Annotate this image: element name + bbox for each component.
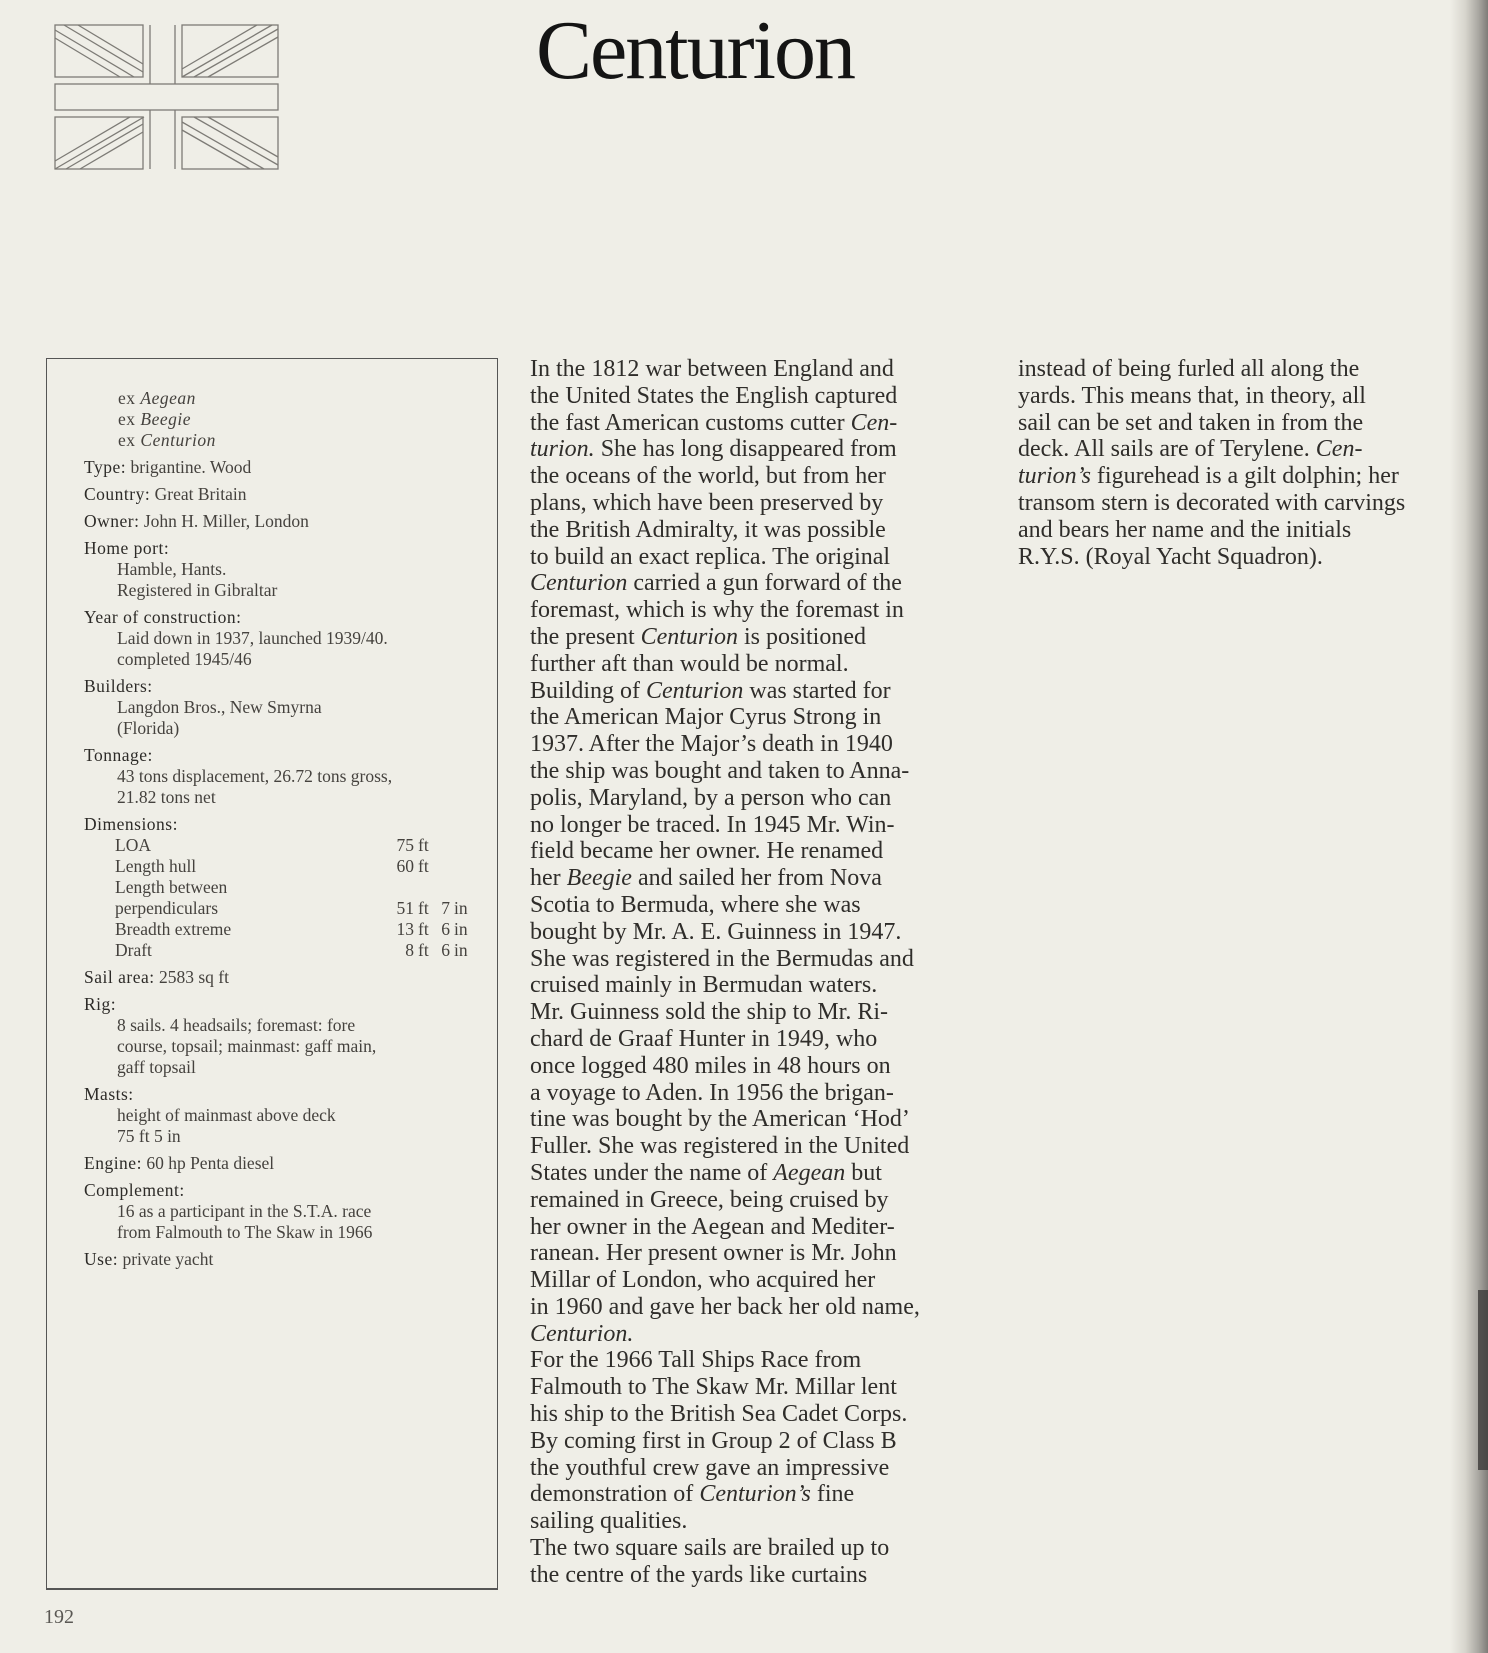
text-segment: Fuller. She was registered in the United: [530, 1133, 910, 1160]
spec-sheet: [84, 388, 484, 1270]
text-line: [530, 1214, 920, 1241]
type-field: Type: brigantine. Wood: [84, 457, 252, 477]
italic-ship-name: Cen-: [1315, 436, 1363, 463]
text-line: [530, 1535, 920, 1562]
page-title: Centurion: [536, 4, 854, 97]
text-segment: Building of: [530, 677, 647, 704]
text-segment: his ship to the British Sea Cadet Corps.: [530, 1401, 908, 1428]
dimension-v1: 13: [396, 919, 414, 939]
text-segment: She has long disappeared from: [594, 436, 897, 463]
text-segment: but: [845, 1159, 882, 1186]
text-segment: chard de Graaf Hunter in 1949, who: [530, 1025, 878, 1052]
text-segment: the fast American customs cutter: [530, 409, 851, 436]
text-segment: field became her owner. He renamed: [530, 838, 884, 865]
text-line: [1018, 410, 1405, 437]
text-segment: the United States the English captured: [530, 382, 898, 409]
text-line: [530, 544, 920, 571]
text-segment: The two square sails are brailed up to: [530, 1535, 890, 1562]
text-line: [530, 785, 920, 812]
italic-ship-name: Centurion: [640, 623, 738, 650]
text-segment: sailing qualities.: [530, 1508, 688, 1535]
dimension-u2: in: [454, 919, 468, 939]
text-line: [530, 1294, 920, 1321]
text-line: [530, 1267, 920, 1294]
text-segment: She was registered in the Bermudas and: [530, 945, 914, 972]
text-line: [530, 731, 920, 758]
dimension-name: Length between: [115, 877, 228, 897]
dimension-u1: ft: [418, 940, 429, 960]
dimension-row: [115, 835, 468, 856]
complement-field: Complement: 16 as a participant in the S.T.A. race from Falmouth to The Skaw in 1966: [84, 1180, 373, 1242]
italic-ship-name: Beegie: [566, 865, 632, 892]
text-segment: Mr. Guinness sold the ship to Mr. Ri-: [530, 999, 889, 1026]
dimension-v2: [430, 877, 450, 898]
text-segment: and sailed her from Nova: [631, 865, 882, 892]
text-line: [1018, 463, 1405, 490]
dimension-row: [115, 940, 468, 961]
text-line: [530, 356, 920, 383]
dimension-v2: [430, 835, 450, 856]
text-line: [530, 1455, 920, 1482]
dimension-v1: 60: [396, 856, 414, 876]
text-segment: her: [530, 865, 567, 892]
text-segment: carried a gun forward of the: [627, 570, 902, 597]
dimension-v1: 8: [405, 940, 414, 960]
italic-ship-name: turion.: [530, 436, 595, 463]
text-line: [530, 1347, 920, 1374]
text-segment: was started for: [743, 677, 891, 704]
dimension-u2: [450, 856, 468, 877]
italic-ship-name: Centurion: [530, 570, 628, 597]
text-line: [530, 436, 920, 463]
dimension-u2: [450, 877, 468, 898]
text-segment: the oceans of the world, but from her: [530, 463, 886, 490]
italic-ship-name: Aegean: [773, 1159, 846, 1186]
text-segment: her owner in the Aegean and Mediter-: [530, 1213, 895, 1240]
dimension-u2: in: [454, 898, 468, 918]
text-line: [530, 865, 920, 892]
dimension-u1: [414, 877, 430, 898]
text-line: [530, 1026, 920, 1053]
rig-field: Rig: 8 sails. 4 headsails; foremast: fore course, topsail; mainmast: gaff main, gaff topsail: [84, 994, 377, 1077]
dimension-v2: 7: [441, 898, 450, 918]
dimensions-field: Dimensions: LOA 75 ft Length hull 60 ft Length between perpendiculars 51 ft 7 in Breadth extreme 13 ft 6 in Draft 8 ft 6 in: [84, 814, 468, 960]
text-line: [530, 1508, 920, 1535]
text-segment: is positioned: [737, 623, 866, 650]
italic-ship-name: Centurion’s: [699, 1481, 811, 1508]
text-line: [530, 1374, 920, 1401]
text-segment: tine was bought by the American ‘Hod’: [530, 1106, 910, 1133]
text-segment: further aft than would be normal.: [530, 650, 849, 677]
text-line: [530, 1053, 920, 1080]
use-field: Use: private yacht: [84, 1249, 214, 1269]
dimension-u1: ft: [418, 835, 429, 855]
text-line: [530, 919, 920, 946]
text-line: [530, 490, 920, 517]
text-line: [530, 1106, 920, 1133]
country-field: Country: Great Britain: [84, 484, 247, 504]
text-segment: yards. This means that, in theory, all: [1018, 382, 1366, 409]
text-line: [530, 1481, 920, 1508]
dimension-v2: 6: [441, 919, 450, 939]
text-line: [530, 1160, 920, 1187]
dimension-v1: 75: [396, 835, 414, 855]
dimension-name: LOA: [115, 835, 151, 855]
owner-field: Owner: John H. Miller, London: [84, 511, 309, 531]
text-line: [530, 517, 920, 544]
text-segment: cruised mainly in Bermudan waters.: [530, 972, 878, 999]
sail-area-field: Sail area: 2583 sq ft: [84, 967, 229, 987]
text-line: [1018, 383, 1405, 410]
text-segment: to build an exact replica. The original: [530, 543, 891, 570]
text-segment: States under the name of: [530, 1159, 774, 1186]
italic-ship-name: Cen-: [850, 409, 898, 436]
builders-field: Builders: Langdon Bros., New Smyrna (Florida): [84, 676, 322, 738]
engine-field: Engine: 60 hp Penta diesel: [84, 1153, 275, 1173]
dimension-u1: ft: [418, 898, 429, 918]
dimension-u1: ft: [418, 919, 429, 939]
text-segment: demonstration of: [530, 1481, 700, 1508]
text-line: [530, 1428, 920, 1455]
text-line: [530, 570, 920, 597]
year-of-construction-field: Year of construction: Laid down in 1937, launched 1939/40. completed 1945/46: [84, 607, 388, 669]
text-segment: R.Y.S. (Royal Yacht Squadron).: [1018, 543, 1323, 570]
tonnage-field: Tonnage: 43 tons displacement, 26.72 tons gross, 21.82 tons net: [84, 745, 393, 807]
union-jack-outline-icon: [54, 24, 280, 170]
text-segment: Scotia to Bermuda, where she was: [530, 891, 861, 918]
text-line: [530, 597, 920, 624]
text-line: [530, 1133, 920, 1160]
dimension-u2: in: [454, 940, 468, 960]
text-segment: remained in Greece, being cruised by: [530, 1186, 889, 1213]
text-segment: transom stern is decorated with carvings: [1018, 489, 1406, 516]
dimension-row: [115, 877, 468, 898]
text-segment: deck. All sails are of Terylene.: [1018, 436, 1316, 463]
text-line: [530, 1240, 920, 1267]
dimension-row: [115, 898, 468, 919]
text-segment: fine: [810, 1481, 855, 1508]
text-line: [530, 651, 920, 678]
dimension-name: perpendiculars: [115, 898, 219, 918]
dimensions-table: [115, 835, 468, 961]
text-segment: bought by Mr. A. E. Guinness in 1947.: [530, 918, 902, 945]
text-segment: foremast, which is why the foremast in: [530, 597, 904, 624]
text-segment: polis, Maryland, by a person who can: [530, 784, 892, 811]
text-line: [530, 704, 920, 731]
text-line: [530, 892, 920, 919]
text-line: [530, 946, 920, 973]
dimension-u1: ft: [418, 856, 429, 876]
text-line: [530, 1401, 920, 1428]
page-gutter-shadow: [1450, 0, 1488, 1653]
spec-box-bottom-rule: [46, 1588, 498, 1590]
text-segment: the centre of the yards like curtains: [530, 1561, 868, 1588]
text-line: [530, 624, 920, 651]
former-name: ex Aegean: [118, 388, 196, 408]
text-segment: instead of being furled all along the: [1018, 356, 1360, 382]
home-port-field: Home port: Hamble, Hants. Registered in Gibraltar: [84, 538, 278, 600]
text-line: [530, 383, 920, 410]
text-segment: the present: [530, 623, 641, 650]
text-segment: By coming first in Group 2 of Class B: [530, 1427, 897, 1454]
text-line: [1018, 544, 1405, 571]
text-segment: Millar of London, who acquired her: [530, 1267, 876, 1294]
text-segment: 1937. After the Major’s death in 1940: [530, 731, 893, 758]
text-line: [530, 1187, 920, 1214]
dimension-v2: 6: [441, 940, 450, 960]
body-text-column-1: [530, 356, 920, 1589]
text-line: [1018, 517, 1405, 544]
dimension-v1: [380, 877, 414, 898]
dimension-row: [115, 919, 468, 940]
dimension-name: Draft: [115, 940, 152, 960]
text-segment: in 1960 and gave her back her old name,: [530, 1293, 920, 1320]
text-segment: once logged 480 miles in 48 hours on: [530, 1052, 891, 1079]
italic-ship-name: Centurion: [646, 677, 744, 704]
text-segment: sail can be set and taken in from the: [1018, 409, 1364, 436]
dimension-v2: [430, 856, 450, 877]
dimension-u2: [450, 835, 468, 856]
text-segment: and bears her name and the initials: [1018, 516, 1352, 543]
text-line: [1018, 356, 1405, 383]
page-number: 192: [44, 1606, 74, 1628]
italic-ship-name: turion’s: [1018, 463, 1091, 490]
text-segment: In the 1812 war between England and: [530, 356, 894, 382]
text-line: [530, 410, 920, 437]
dimension-name: Length hull: [115, 856, 197, 876]
body-text-column-2: [1018, 356, 1405, 570]
text-line: [530, 463, 920, 490]
text-line: [530, 812, 920, 839]
text-line: [530, 1080, 920, 1107]
text-line: [1018, 490, 1405, 517]
text-segment: figurehead is a gilt dolphin; her: [1090, 463, 1399, 490]
masts-field: Masts: height of mainmast above deck 75 ft 5 in: [84, 1084, 336, 1146]
text-segment: the youthful crew gave an impressive: [530, 1454, 890, 1481]
text-segment: plans, which have been preserved by: [530, 489, 884, 516]
text-line: [530, 1562, 920, 1589]
dimension-row: [115, 856, 468, 877]
text-line: [1018, 436, 1405, 463]
text-segment: a voyage to Aden. In 1956 the brigan-: [530, 1079, 894, 1106]
text-line: [530, 999, 920, 1026]
former-name: ex Beegie: [118, 409, 192, 429]
dimension-v1: 51: [396, 898, 414, 918]
italic-ship-name: Centurion.: [530, 1320, 634, 1347]
text-line: [530, 1321, 920, 1348]
text-line: [530, 678, 920, 705]
dimension-name: Breadth extreme: [115, 919, 232, 939]
text-segment: ranean. Her present owner is Mr. John: [530, 1240, 897, 1267]
text-line: [530, 972, 920, 999]
text-segment: the British Admiralty, it was possible: [530, 516, 886, 543]
text-segment: the ship was bought and taken to Anna-: [530, 757, 910, 784]
text-segment: no longer be traced. In 1945 Mr. Win-: [530, 811, 895, 838]
former-name: ex Centurion: [118, 430, 216, 450]
text-line: [530, 838, 920, 865]
text-segment: For the 1966 Tall Ships Race from: [530, 1347, 862, 1374]
text-segment: Falmouth to The Skaw Mr. Millar lent: [530, 1374, 897, 1401]
text-segment: the American Major Cyrus Strong in: [530, 704, 882, 731]
text-line: [530, 758, 920, 785]
